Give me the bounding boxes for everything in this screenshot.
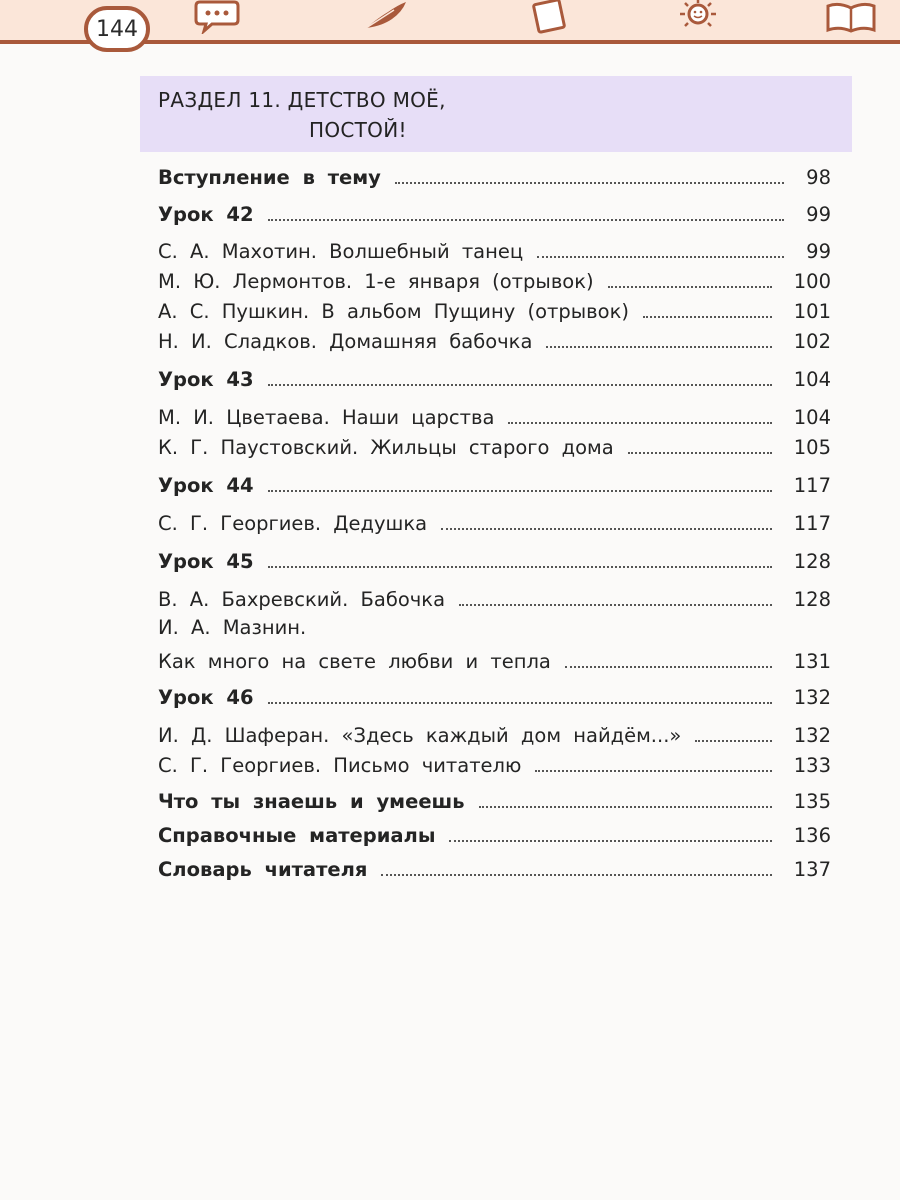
toc-entry-author: И. А. Мазнин. bbox=[158, 616, 307, 639]
sun-icon bbox=[676, 0, 720, 34]
toc-entry-title: Урок 45 bbox=[158, 550, 254, 573]
toc-entry-lesson[interactable] bbox=[158, 682, 831, 710]
toc-entry-page: 117 bbox=[793, 474, 831, 497]
toc-entry-title: Урок 43 bbox=[158, 368, 254, 391]
toc-entry-title: Н. И. Сладков. Домашняя бабочка bbox=[158, 330, 533, 353]
toc-entry[interactable] bbox=[158, 266, 831, 294]
section-title-line-1: РАЗДЕЛ 11. ДЕТСТВО МОЁ, bbox=[158, 88, 446, 112]
toc-entry-lesson[interactable] bbox=[158, 199, 831, 227]
section-title-line-2: ПОСТОЙ! bbox=[309, 118, 407, 142]
open-book-icon bbox=[824, 0, 878, 34]
toc-entry-lesson[interactable] bbox=[158, 364, 831, 392]
toc-entry-page: 131 bbox=[793, 650, 831, 673]
dot-leader bbox=[459, 604, 772, 606]
toc-entry[interactable] bbox=[158, 854, 831, 882]
toc-entry-title: С. А. Махотин. Волшебный танец bbox=[158, 240, 524, 263]
book-icon bbox=[530, 0, 570, 36]
toc-entry-page: 135 bbox=[793, 790, 831, 813]
toc-entry-page: 104 bbox=[793, 368, 831, 391]
toc-entry-title: Урок 42 bbox=[158, 203, 254, 226]
toc-entry[interactable] bbox=[158, 236, 831, 264]
toc-entry-title: Как много на свете любви и тепла bbox=[158, 650, 551, 673]
toc-entry-title: К. Г. Паустовский. Жильцы старого дома bbox=[158, 436, 614, 459]
toc-entry-page: 128 bbox=[793, 588, 831, 611]
dot-leader bbox=[268, 384, 772, 386]
toc-entry-title: Что ты знаешь и умеешь bbox=[158, 790, 465, 813]
toc-entry-title: М. Ю. Лермонтов. 1-е января (отрывок) bbox=[158, 270, 594, 293]
toc-entry[interactable] bbox=[158, 162, 831, 190]
toc-entry-page: 133 bbox=[793, 754, 831, 777]
page-number: 144 bbox=[84, 6, 150, 52]
toc-entry[interactable] bbox=[158, 646, 831, 674]
toc-entry-title: М. И. Цветаева. Наши царства bbox=[158, 406, 495, 429]
dot-leader bbox=[479, 806, 772, 808]
dot-leader bbox=[441, 528, 772, 530]
toc-entry-page: 117 bbox=[793, 512, 831, 535]
toc-entry-page: 101 bbox=[793, 300, 831, 323]
dot-leader bbox=[268, 566, 772, 568]
section-header bbox=[140, 76, 852, 152]
dot-leader bbox=[535, 770, 771, 772]
toc-entry-page: 132 bbox=[793, 724, 831, 747]
dot-leader bbox=[381, 874, 771, 876]
speech-bubble-icon bbox=[194, 0, 242, 34]
toc-entry-page: 99 bbox=[806, 203, 831, 226]
toc-entry-page: 104 bbox=[793, 406, 831, 429]
toc-entry[interactable] bbox=[158, 402, 831, 430]
dot-leader bbox=[537, 256, 784, 258]
toc-entry[interactable] bbox=[158, 820, 831, 848]
toc-entry-title: Вступление в тему bbox=[158, 166, 381, 189]
toc-entry[interactable] bbox=[158, 326, 831, 354]
toc-entry-title: Урок 46 bbox=[158, 686, 254, 709]
toc-entry-page: 132 bbox=[793, 686, 831, 709]
toc-entry[interactable] bbox=[158, 432, 831, 460]
feather-icon bbox=[364, 0, 408, 30]
dot-leader bbox=[449, 840, 771, 842]
dot-leader bbox=[643, 316, 772, 318]
toc-entry-page: 100 bbox=[793, 270, 831, 293]
toc-entry-title: Справочные материалы bbox=[158, 824, 436, 847]
dot-leader bbox=[268, 702, 772, 704]
dot-leader bbox=[608, 286, 772, 288]
dot-leader bbox=[565, 666, 772, 668]
dot-leader bbox=[695, 740, 771, 742]
toc-entry-page: 98 bbox=[806, 166, 831, 189]
toc-entry[interactable] bbox=[158, 720, 831, 748]
toc-entry-title: С. Г. Георгиев. Письмо читателю bbox=[158, 754, 522, 777]
toc-entry[interactable] bbox=[158, 296, 831, 324]
dot-leader bbox=[268, 219, 785, 221]
toc-entry-lesson[interactable] bbox=[158, 546, 831, 574]
toc-entry[interactable] bbox=[158, 508, 831, 536]
dot-leader bbox=[546, 346, 771, 348]
dot-leader bbox=[628, 452, 772, 454]
toc-entry[interactable] bbox=[158, 584, 831, 612]
toc-entry-page: 105 bbox=[793, 436, 831, 459]
toc-entry-title: А. С. Пушкин. В альбом Пущину (отрывок) bbox=[158, 300, 629, 323]
toc-entry[interactable] bbox=[158, 750, 831, 778]
toc-entry-title: Урок 44 bbox=[158, 474, 254, 497]
toc-entry-title: В. А. Бахревский. Бабочка bbox=[158, 588, 446, 611]
toc-entry-title: Словарь читателя bbox=[158, 858, 368, 881]
dot-leader bbox=[508, 422, 771, 424]
toc-entry-title: С. Г. Георгиев. Дедушка bbox=[158, 512, 428, 535]
toc-entry-page: 137 bbox=[793, 858, 831, 881]
toc-entry-page: 99 bbox=[806, 240, 831, 263]
toc-entry-page: 136 bbox=[793, 824, 831, 847]
toc-entry-title: И. Д. Шаферан. «Здесь каждый дом найдём...» bbox=[158, 724, 682, 747]
dot-leader bbox=[268, 490, 772, 492]
dot-leader bbox=[395, 182, 784, 184]
toc-entry-lesson[interactable] bbox=[158, 470, 831, 498]
toc-entry-page: 128 bbox=[793, 550, 831, 573]
toc-entry[interactable] bbox=[158, 786, 831, 814]
toc-entry-page: 102 bbox=[793, 330, 831, 353]
